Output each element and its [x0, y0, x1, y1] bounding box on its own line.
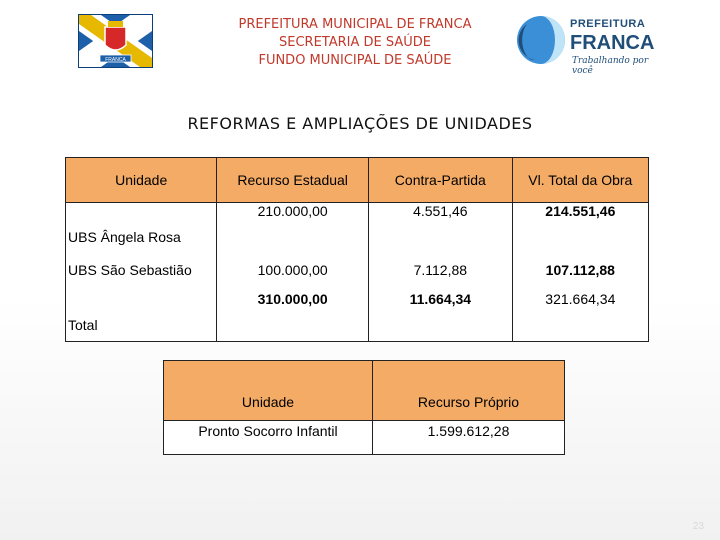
cell-recurso-proprio: 1.599.612,28 [373, 421, 565, 455]
cell-unidade: UBS São Sebastião [66, 249, 217, 291]
table-total-row [66, 291, 649, 342]
institution-header [190, 16, 520, 70]
flag-caption: FRANCA [105, 57, 126, 63]
table-header-row [66, 158, 649, 203]
table-header-row [164, 361, 565, 421]
cell-valor-total: 214.551,46 [512, 203, 648, 250]
cell-total-valor: 321.664,34 [512, 291, 648, 342]
header-contra-partida: Contra-Partida [369, 158, 513, 203]
logo-tagline: Trabalhando por você [572, 56, 649, 76]
logo-top-text: PREFEITURA [570, 18, 646, 30]
recurso-proprio-table [163, 360, 565, 455]
header-unidade: Unidade [66, 158, 217, 203]
cell-total-contra-partida: 11.664,34 [369, 291, 513, 342]
cell-recurso-estadual: 100.000,00 [217, 249, 369, 291]
table-row [66, 249, 649, 291]
header-line-1: PREFEITURA MUNICIPAL DE FRANCA [238, 17, 472, 32]
table-row [164, 421, 565, 455]
header-recurso-proprio: Recurso Próprio [373, 361, 565, 421]
slide-title: REFORMAS E AMPLIAÇÕES DE UNIDADES [187, 114, 533, 133]
table-row [66, 203, 649, 250]
logo-main-text: FRANCA [570, 32, 655, 54]
header-unidade: Unidade [164, 361, 373, 421]
header-recurso-estadual: Recurso Estadual [217, 158, 369, 203]
cell-valor-total: 107.112,88 [512, 249, 648, 291]
header-line-3: FUNDO MUNICIPAL DE SAÚDE [258, 53, 452, 68]
reformas-table [65, 157, 649, 342]
page-number: 23 [692, 521, 704, 532]
franca-flag-emblem [78, 14, 153, 68]
cell-total-label: Total [66, 291, 217, 342]
cell-total-recurso-estadual: 310.000,00 [217, 291, 369, 342]
cell-unidade: Pronto Socorro Infantil [164, 421, 373, 455]
prefeitura-franca-logo [515, 12, 665, 76]
header-valor-total: Vl. Total da Obra [512, 158, 648, 203]
cell-unidade: UBS Ângela Rosa [66, 203, 217, 250]
cell-recurso-estadual: 210.000,00 [217, 203, 369, 250]
logo-swirl-icon [515, 14, 567, 66]
cell-contra-partida: 7.112,88 [369, 249, 513, 291]
cell-contra-partida: 4.551,46 [369, 203, 513, 250]
header-line-2: SECRETARIA DE SAÚDE [279, 35, 431, 50]
